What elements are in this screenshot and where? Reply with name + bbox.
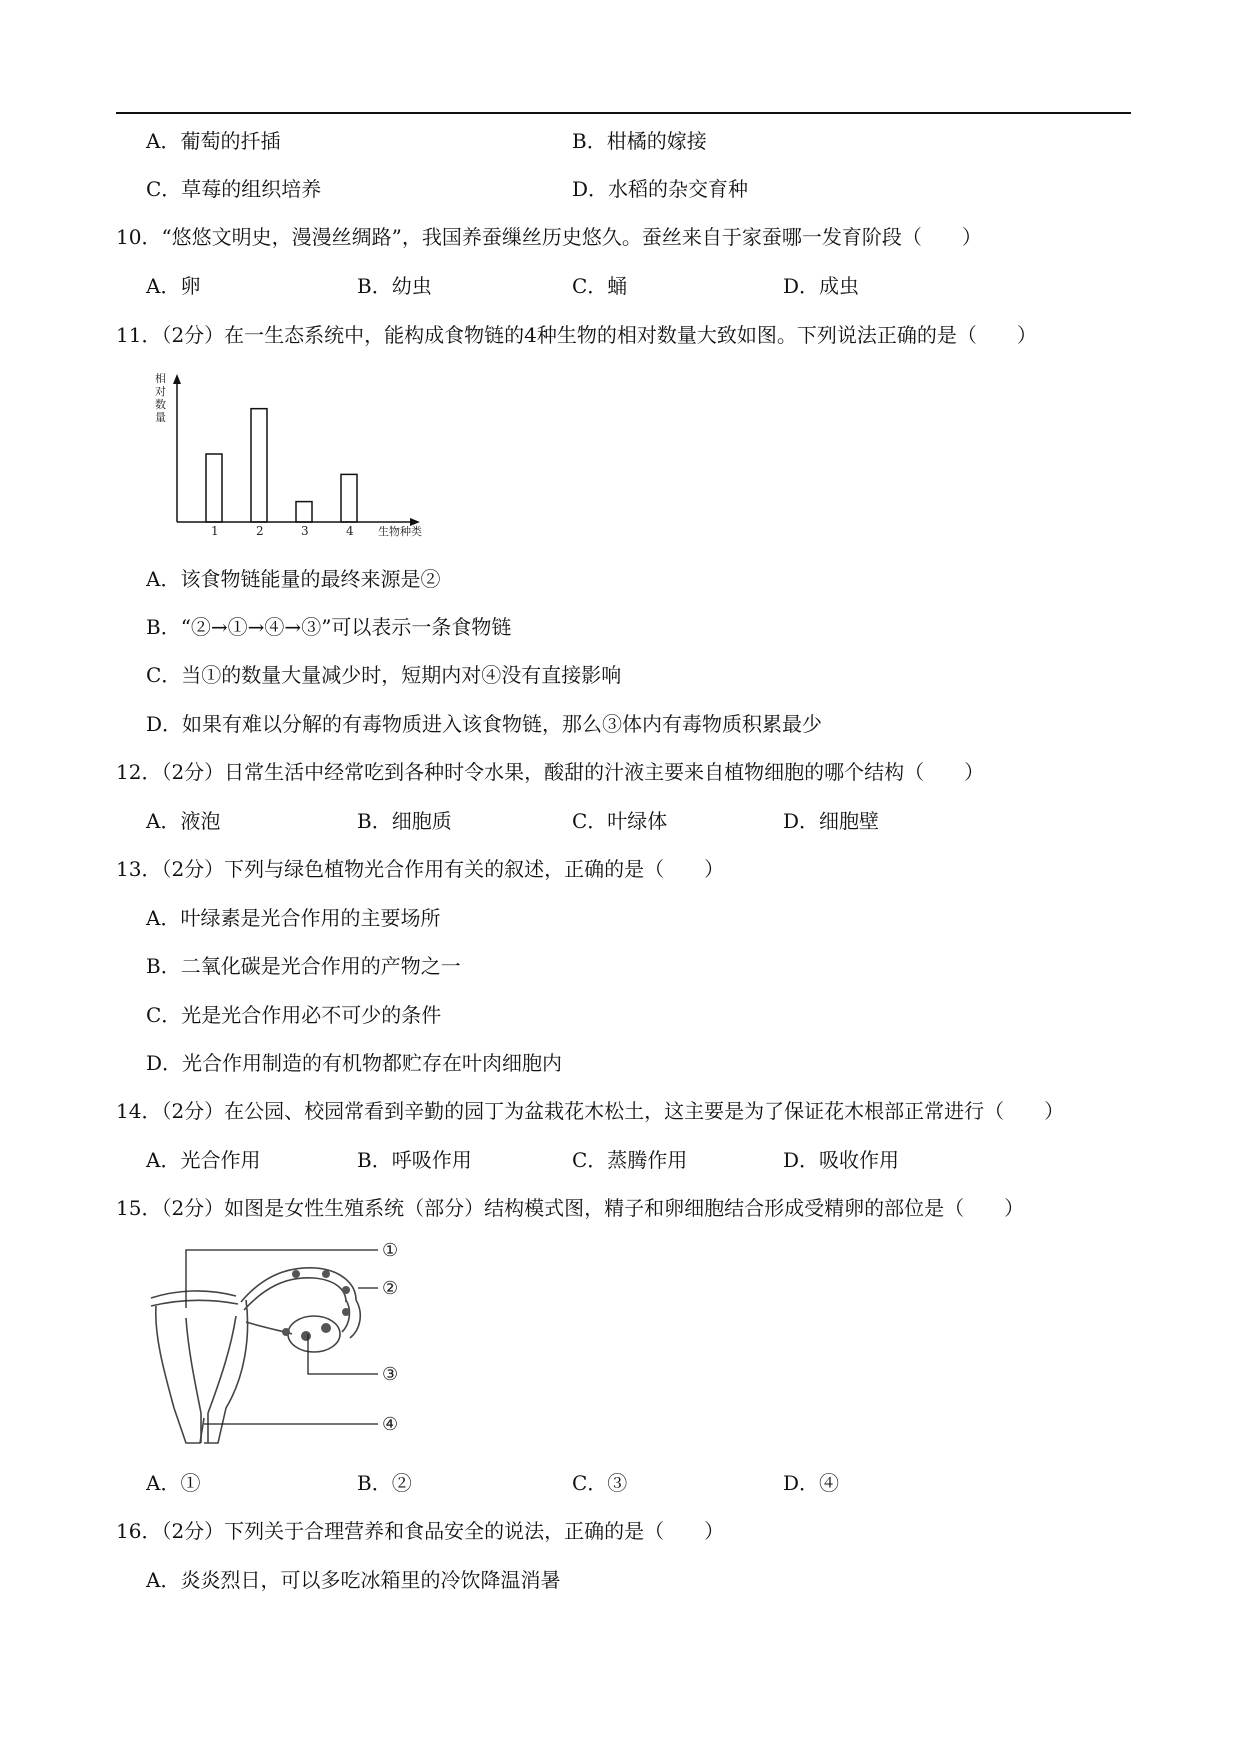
q15-option-a: A．① <box>146 1471 201 1495</box>
q12-option-b: B．细胞质 <box>357 809 452 833</box>
bar-2 <box>251 409 267 522</box>
q11-option-d: D．如果有难以分解的有毒物质进入该食物链，那么③体内有毒物质积累最少 <box>146 712 823 736</box>
q10-option-a: A．卵 <box>146 274 201 298</box>
diagram-label-1: ① <box>382 1240 399 1261</box>
q16-stem: 16．（2分）下列关于合理营养和食品安全的说法，正确的是（ ） <box>116 1519 725 1543</box>
q10-stem: 10．“悠悠文明史，漫漫丝绸路”，我国养蚕缫丝历史悠久。蚕丝来自于家蚕哪一发育阶段（ ） <box>116 225 982 249</box>
food-chain-bar-chart <box>150 372 440 542</box>
female-reproductive-diagram <box>146 1238 416 1448</box>
tick-label-4: 4 <box>346 524 354 538</box>
bar-3 <box>296 502 312 522</box>
top-rule <box>116 112 1131 114</box>
q10-option-c: C．蛹 <box>572 274 628 298</box>
q15-option-c: C．③ <box>572 1471 628 1495</box>
q11-stem: 11．（2分）在一生态系统中，能构成食物链的4种生物的相对数量大致如图。下列说法正确的是（ ） <box>116 323 1037 347</box>
q10-option-d: D．成虫 <box>783 274 860 298</box>
q12-option-d: D．细胞壁 <box>783 809 880 833</box>
q13-stem: 13．（2分）下列与绿色植物光合作用有关的叙述，正确的是（ ） <box>116 857 725 881</box>
q11-option-a: A．该食物链能量的最终来源是② <box>146 567 441 591</box>
y-axis-label-char: 数 <box>155 398 166 411</box>
bar-1 <box>206 454 222 522</box>
uterus-outline <box>151 1268 360 1443</box>
q12-stem: 12．（2分）日常生活中经常吃到各种时令水果，酸甜的汁液主要来自植物细胞的哪个结构（ ） <box>116 760 985 784</box>
q10-option-b: B．幼虫 <box>357 274 432 298</box>
x-axis-label: 生物种类 <box>378 525 422 538</box>
q15-stem: 15．（2分）如图是女性生殖系统（部分）结构模式图，精子和卵细胞结合形成受精卵的部位是（ ） <box>116 1196 1025 1220</box>
q9-option-b: B．柑橘的嫁接 <box>572 129 707 153</box>
q13-option-b: B．二氧化碳是光合作用的产物之一 <box>146 954 461 978</box>
diagram-label-4: ④ <box>382 1414 399 1435</box>
y-axis-label <box>155 372 166 424</box>
q15-option-b: B．② <box>357 1471 412 1495</box>
tick-label-2: 2 <box>256 524 264 538</box>
q14-option-b: B．呼吸作用 <box>357 1148 472 1172</box>
q13-option-a: A．叶绿素是光合作用的主要场所 <box>146 906 441 930</box>
tick-label-1: 1 <box>211 524 219 538</box>
svg-text:相对数量 <box>155 372 166 424</box>
q14-option-a: A．光合作用 <box>146 1148 261 1172</box>
diagram-label-2: ② <box>382 1278 399 1299</box>
q14-stem: 14．（2分）在公园、校园常看到辛勤的园丁为盆栽花木松土，这主要是为了保证花木根部正常进行（ ） <box>116 1099 1065 1123</box>
y-axis-label-char: 对 <box>155 385 166 398</box>
diagram-label-3: ③ <box>382 1364 399 1385</box>
q11-option-b: B．“②→①→④→③”可以表示一条食物链 <box>146 615 512 639</box>
bar-4 <box>341 474 357 522</box>
y-axis-label-char: 相 <box>155 372 166 385</box>
q14-option-c: C．蒸腾作用 <box>572 1148 688 1172</box>
q13-option-d: D．光合作用制造的有机物都贮存在叶肉细胞内 <box>146 1051 563 1075</box>
y-axis-arrow <box>173 374 181 384</box>
q13-option-c: C．光是光合作用必不可少的条件 <box>146 1003 442 1027</box>
y-axis-label-char: 量 <box>155 411 166 424</box>
q14-option-d: D．吸收作用 <box>783 1148 900 1172</box>
q12-option-a: A．液泡 <box>146 809 221 833</box>
q16-option-a: A．炎炎烈日，可以多吃冰箱里的冷饮降温消暑 <box>146 1568 561 1592</box>
tick-label-3: 3 <box>301 524 309 538</box>
q9-option-c: C．草莓的组织培养 <box>146 177 322 201</box>
q12-option-c: C．叶绿体 <box>572 809 668 833</box>
q15-option-d: D．④ <box>783 1471 840 1495</box>
q9-option-d: D．水稻的杂交育种 <box>572 177 749 201</box>
q9-option-a: A．葡萄的扦插 <box>146 129 281 153</box>
leader-lines <box>186 1250 378 1424</box>
q11-option-c: C．当①的数量大量减少时，短期内对④没有直接影响 <box>146 663 622 687</box>
